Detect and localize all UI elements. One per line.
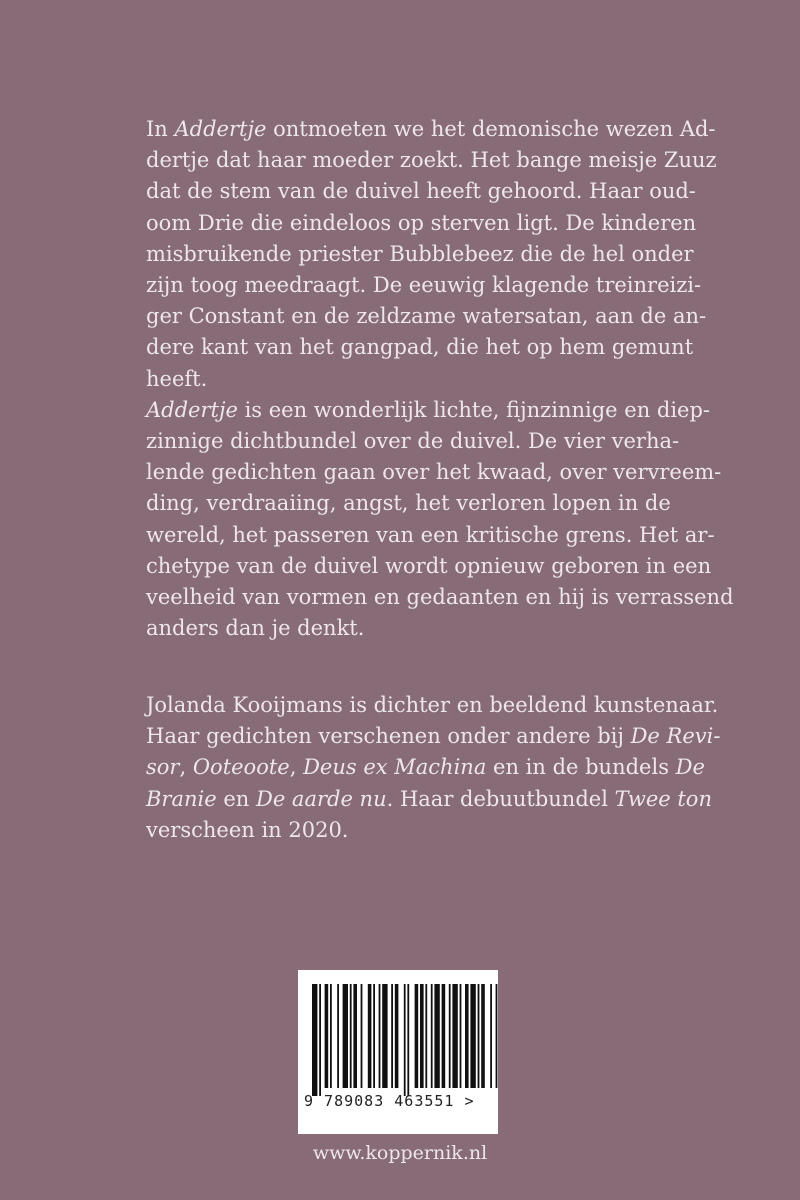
text-run: , — [289, 755, 304, 780]
barcode-bar — [391, 984, 393, 1088]
text-run: dertje dat haar moeder zoekt. Het bange meisje Zuuz — [146, 148, 717, 173]
summary-line — [146, 114, 716, 145]
book-summary — [146, 114, 734, 644]
barcode-bar — [452, 984, 457, 1088]
summary-line — [146, 395, 711, 426]
barcode-bar — [478, 984, 480, 1088]
text-run: ger Constant en de zeldzame watersatan, aan de an- — [146, 304, 707, 329]
barcode-bar — [420, 984, 424, 1088]
text-run: zinnige dichtbundel over de duivel. De vier verha- — [146, 429, 680, 454]
italic-title: Twee ton — [614, 786, 712, 811]
text-run: zijn toog meedraagt. De eeuwig klagende treinreizi- — [146, 273, 702, 298]
barcode-bar — [343, 984, 348, 1088]
barcode-bar — [350, 984, 352, 1088]
barcode-bar — [496, 984, 498, 1088]
publisher-website: www.koppernik.nl — [312, 1142, 488, 1164]
italic-title: De — [675, 755, 705, 780]
barcode-bar — [481, 984, 485, 1088]
text-run: , — [179, 755, 193, 780]
text-run: dat de stem van de duivel heeft gehoord. Haar oud- — [146, 179, 696, 204]
summary-line — [146, 176, 696, 207]
text-run: is een wonderlijk lichte, fijnzinnige en diep- — [237, 397, 711, 422]
summary-line — [146, 457, 722, 488]
text-run: lende gedichten gaan over het kwaad, over vervreem- — [146, 460, 722, 485]
barcode-bar — [442, 984, 446, 1088]
barcode-bar — [361, 984, 363, 1088]
barcode-bar — [312, 984, 317, 1096]
author-bio — [146, 690, 721, 846]
italic-title: De Revi- — [630, 724, 721, 749]
summary-line — [146, 488, 671, 519]
summary-line — [146, 364, 660, 395]
barcode-bar — [404, 984, 406, 1096]
text-run: en in de bundels — [486, 755, 676, 780]
isbn-barcode — [298, 970, 498, 1134]
text-run: ding, verdraaiing, angst, het verloren lopen in de — [146, 491, 671, 516]
italic-title: Addertje — [146, 397, 238, 422]
barcode-bar — [407, 984, 409, 1096]
summary-line — [146, 301, 707, 332]
text-run: Haar gedichten verschenen onder andere bij — [146, 724, 631, 749]
barcode-bar — [379, 984, 381, 1088]
italic-title: Deus ex Machina — [303, 755, 487, 780]
bio-line — [146, 690, 719, 721]
summary-line — [146, 520, 715, 551]
summary-line — [146, 613, 660, 644]
text-run: heeft. — [146, 366, 208, 391]
text-run: anders dan je denkt. — [146, 616, 365, 641]
summary-line — [146, 270, 702, 301]
bio-line — [146, 721, 721, 752]
text-run: In — [146, 117, 175, 141]
italic-title: De aarde nu — [255, 786, 387, 811]
italic-title: Ooteoote — [192, 755, 290, 780]
italic-title: Addertje — [174, 117, 267, 141]
barcode-bar — [373, 984, 375, 1088]
text-run: Jolanda Kooijmans is dichter en beeldend kunstenaar. — [146, 693, 719, 717]
summary-line — [146, 551, 712, 582]
barcode-bar — [368, 984, 372, 1088]
barcode-bar — [431, 984, 433, 1088]
text-run: ontmoeten we het demonische wezen Ad- — [266, 117, 716, 141]
barcode-bar — [382, 984, 387, 1088]
text-run: oom Drie die eindeloos op sterven ligt. De kinderen — [146, 210, 697, 235]
text-run: veelheid van vormen en gedaanten en hij is verrassend — [146, 585, 734, 610]
summary-line — [146, 239, 694, 270]
barcode-bar — [353, 984, 357, 1088]
text-run: verscheen in 2020. — [146, 817, 349, 842]
barcode-bar — [395, 984, 399, 1088]
italic-title: Branie — [146, 786, 217, 811]
summary-line — [146, 582, 734, 613]
isbn-number: 9 789083 463551 > — [304, 1092, 475, 1110]
barcode-bar — [415, 984, 419, 1088]
barcode-bar — [319, 984, 321, 1096]
italic-title: sor — [146, 755, 180, 780]
text-run: en — [216, 786, 256, 811]
barcode-bar — [425, 984, 427, 1088]
barcode-bar — [337, 984, 339, 1088]
bio-line — [146, 752, 705, 783]
summary-line — [146, 332, 694, 363]
barcode-bar — [490, 984, 492, 1088]
text-run: dere kant van het gangpad, die het op hem gemunt — [146, 335, 694, 360]
barcode-bar — [330, 984, 332, 1088]
summary-line — [146, 426, 680, 457]
summary-line — [146, 208, 697, 239]
summary-line — [146, 145, 717, 176]
text-run: wereld, het passeren van een kritische grens. Het ar- — [146, 522, 715, 547]
barcode-bar — [325, 984, 329, 1088]
barcode-bar — [434, 984, 439, 1088]
text-run: . Haar debuutbundel — [386, 786, 615, 811]
barcode-bar — [470, 984, 475, 1088]
text-run: chetype van de duivel wordt opnieuw geboren in een — [146, 553, 712, 578]
text-run: misbruikende priester Bubblebeez die de hel onder — [146, 241, 694, 266]
bio-line — [146, 784, 712, 815]
barcode-bar — [460, 984, 462, 1088]
bio-line — [146, 815, 660, 846]
barcode-bar — [449, 984, 451, 1088]
barcode-bar — [465, 984, 469, 1088]
